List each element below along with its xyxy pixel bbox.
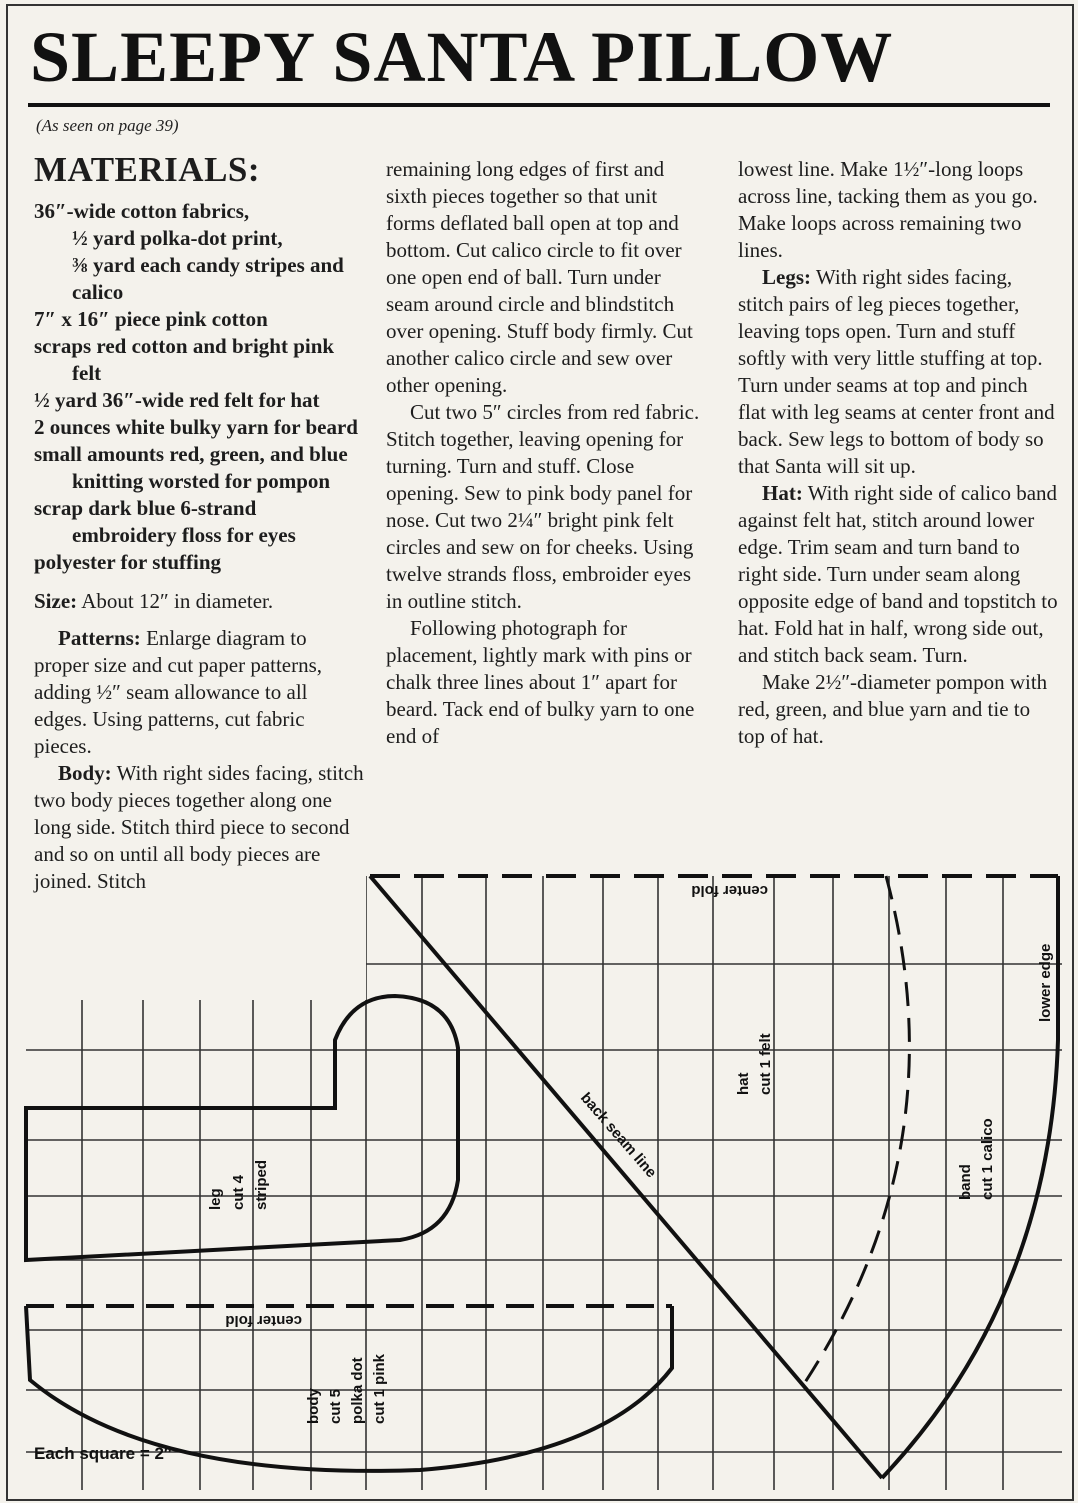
center-fold-label-body: center fold	[225, 1312, 302, 1329]
body-text: With right sides facing, stitch two body pieces together along one long side. Stitch third piece to second and so on until all body pieces are joined. Stitch	[34, 761, 364, 893]
materials-item: polyester for stuffing	[34, 550, 222, 574]
page-title: SLEEPY SANTA PILLOW	[30, 17, 894, 97]
materials-item: ½ yard polka-dot print,	[72, 226, 283, 250]
materials-item: small amounts red, green, and blue knitting worsted for pompon	[34, 442, 348, 493]
column-2	[386, 156, 708, 750]
patterns-paragraph	[34, 625, 364, 760]
body-label-line-2: cut 5	[327, 1388, 344, 1424]
materials-heading: MATERIALS:	[34, 150, 261, 189]
materials-item: 2 ounces white bulky yarn for beard	[34, 415, 358, 439]
column-1	[34, 146, 364, 895]
beard-continued-paragraph: lowest line. Make 1½″-long loops across line, tacking them as you go. Make loops across remaining two lines.	[738, 157, 1038, 262]
materials-item: scrap dark blue 6-strand embroidery floss for eyes	[34, 496, 296, 547]
hat-label-line-2: cut 1 felt	[757, 1033, 774, 1095]
body-label-line-3: polka dot	[349, 1357, 366, 1424]
lower-edge-label: lower edge	[1037, 943, 1054, 1022]
column-3	[738, 156, 1058, 750]
leg-pattern	[26, 996, 458, 1260]
materials-list	[34, 198, 364, 576]
body-label-line-4: cut 1 pink	[371, 1353, 388, 1424]
hat-label: Hat:	[762, 481, 803, 505]
body-continued-paragraph: remaining long edges of first and sixth pieces together so that unit forms deflated ball open at top and bottom. Cut calico circle to fit over one open end of ball. Turn under seam around circle and blindstitch over opening. Stuff body firmly. Cut another calico circle and sew over other opening.	[386, 157, 693, 397]
body-label-line-1: body	[305, 1388, 322, 1424]
center-fold-label-hat: center fold	[691, 882, 768, 899]
leg-label-line-1: leg	[207, 1188, 224, 1210]
band-label-line-1: band	[957, 1164, 974, 1200]
scale-note: Each square = 2″	[34, 1444, 173, 1463]
nose-paragraph: Cut two 5″ circles from red fabric. Stitch together, leaving opening for turning. Turn and stuff. Close opening. Sew to pink body panel for nose. Cut two 2¼″ bright pink felt circles and sew on for cheeks. Using twelve strands floss, embroider eyes in outline stitch.	[386, 400, 700, 613]
body-label: Body:	[58, 761, 112, 785]
materials-item: ⅜ yard each candy stripes and calico	[72, 253, 344, 304]
pompon-paragraph: Make 2½″-diameter pompon with red, green, and blue yarn and tie to top of hat.	[738, 670, 1048, 748]
size-paragraph	[34, 588, 364, 615]
beard-paragraph: Following photograph for placement, lightly mark with pins or chalk three lines about 1″ apart for beard. Tack end of bulky yarn to one end of	[386, 616, 695, 748]
leg-label-line-3: striped	[253, 1159, 270, 1210]
hat-text: With right side of calico band against felt hat, stitch around lower edge. Trim seam and turn band to right side. Turn under seam along opposite edge of band and topstitch to hat. Fold hat in half, wrong side out, and stitch back seam. Turn.	[738, 481, 1058, 667]
patterns-label: Patterns:	[58, 626, 141, 650]
hat-label-line-1: hat	[735, 1072, 752, 1095]
size-text: About 12″ in diameter.	[81, 589, 274, 613]
materials-item: 36″-wide cotton fabrics,	[34, 199, 250, 223]
patterns-text: Enlarge diagram to proper size and cut paper patterns, adding ½″ seam allowance to all edges. Using patterns, cut fabric pieces.	[34, 626, 323, 758]
hat-pattern	[370, 876, 1058, 1478]
materials-item: scraps red cotton and bright pink felt	[34, 334, 335, 385]
leg-label-line-2: cut 4	[230, 1174, 247, 1210]
pattern-grid	[26, 876, 1062, 1490]
materials-item: ½ yard 36″-wide red felt for hat	[34, 388, 320, 412]
back-seam-label: back seam line	[576, 1089, 660, 1182]
size-label: Size:	[34, 589, 78, 613]
legs-text: With right sides facing, stitch pairs of leg pieces together, leaving tops open. Turn and stuff softly with very little stuffing at top. Turn under seams at top and pinch flat with leg seams at center front and back. Sew legs to bottom of body so that Santa will sit up.	[738, 265, 1055, 478]
legs-label: Legs:	[762, 265, 811, 289]
hat-paragraph	[738, 480, 1058, 669]
subtitle: (As seen on page 39)	[36, 116, 179, 135]
title-rule	[28, 103, 1050, 107]
band-label-line-2: cut 1 calico	[979, 1118, 996, 1200]
body-paragraph	[34, 760, 364, 895]
legs-paragraph	[738, 264, 1058, 480]
materials-item: 7″ x 16″ piece pink cotton	[34, 307, 268, 331]
